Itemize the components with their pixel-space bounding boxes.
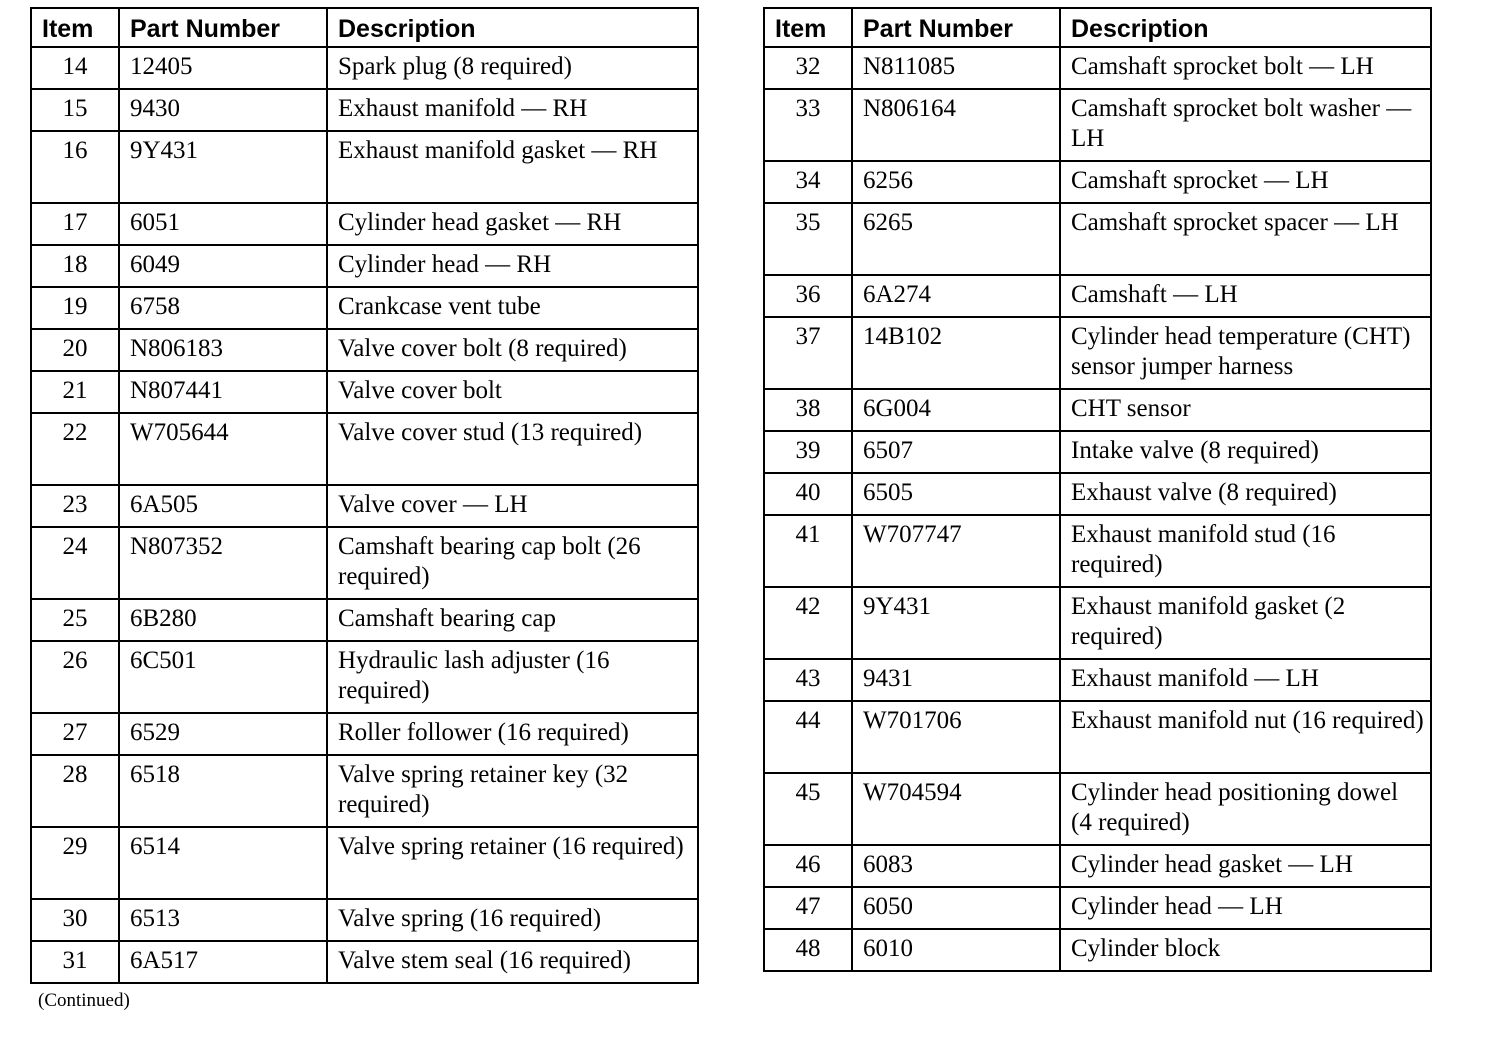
description: Valve cover bolt (8 required) xyxy=(327,329,698,371)
parts-table-left xyxy=(30,7,699,984)
description: Valve spring (16 required) xyxy=(327,899,698,941)
header-description: Description xyxy=(327,8,698,47)
item-number: 21 xyxy=(31,371,119,413)
table-row xyxy=(764,929,1431,971)
table-row xyxy=(31,131,698,203)
part-number: 6758 xyxy=(119,287,327,329)
part-number: 6049 xyxy=(119,245,327,287)
item-number: 17 xyxy=(31,203,119,245)
table-row xyxy=(31,245,698,287)
part-number: 6518 xyxy=(119,755,327,827)
table-row xyxy=(764,659,1431,701)
parts-table-right xyxy=(763,7,1432,972)
part-number: 6010 xyxy=(852,929,1060,971)
table-row xyxy=(31,527,698,599)
part-number: 6505 xyxy=(852,473,1060,515)
description: Valve cover — LH xyxy=(327,485,698,527)
item-number: 27 xyxy=(31,713,119,755)
part-number: N807352 xyxy=(119,527,327,599)
description: Camshaft sprocket bolt washer — LH xyxy=(1060,89,1431,161)
table-row xyxy=(31,899,698,941)
item-number: 16 xyxy=(31,131,119,203)
table-row xyxy=(31,47,698,89)
table-row xyxy=(764,431,1431,473)
item-number: 24 xyxy=(31,527,119,599)
item-number: 41 xyxy=(764,515,852,587)
header-item: Item xyxy=(764,8,852,47)
table-row xyxy=(764,845,1431,887)
description: Exhaust manifold gasket (2 required) xyxy=(1060,587,1431,659)
description: Exhaust manifold gasket — RH xyxy=(327,131,698,203)
table-row xyxy=(31,413,698,485)
table-row xyxy=(31,371,698,413)
description: Cylinder head — RH xyxy=(327,245,698,287)
header-part-number: Part Number xyxy=(119,8,327,47)
part-number: 6B280 xyxy=(119,599,327,641)
item-number: 47 xyxy=(764,887,852,929)
item-number: 18 xyxy=(31,245,119,287)
item-number: 45 xyxy=(764,773,852,845)
table-row xyxy=(31,287,698,329)
part-number: 6G004 xyxy=(852,389,1060,431)
description: Roller follower (16 required) xyxy=(327,713,698,755)
description: Camshaft sprocket bolt — LH xyxy=(1060,47,1431,89)
part-number: N807441 xyxy=(119,371,327,413)
header-description: Description xyxy=(1060,8,1431,47)
table-row xyxy=(764,389,1431,431)
table-row xyxy=(764,701,1431,773)
description: Spark plug (8 required) xyxy=(327,47,698,89)
part-number: 6A517 xyxy=(119,941,327,983)
item-number: 46 xyxy=(764,845,852,887)
description: Valve cover stud (13 required) xyxy=(327,413,698,485)
item-number: 40 xyxy=(764,473,852,515)
part-number: 12405 xyxy=(119,47,327,89)
part-number: W707747 xyxy=(852,515,1060,587)
table-row xyxy=(764,773,1431,845)
description: Exhaust manifold stud (16 required) xyxy=(1060,515,1431,587)
item-number: 43 xyxy=(764,659,852,701)
item-number: 28 xyxy=(31,755,119,827)
part-number: 6051 xyxy=(119,203,327,245)
description: Camshaft bearing cap xyxy=(327,599,698,641)
item-number: 26 xyxy=(31,641,119,713)
table-row xyxy=(31,329,698,371)
part-number: 6A505 xyxy=(119,485,327,527)
part-number: N806183 xyxy=(119,329,327,371)
description: Camshaft — LH xyxy=(1060,275,1431,317)
table-row xyxy=(31,203,698,245)
table-header-row xyxy=(764,8,1431,47)
part-number: 6265 xyxy=(852,203,1060,275)
description: Cylinder head gasket — RH xyxy=(327,203,698,245)
item-number: 29 xyxy=(31,827,119,899)
table-row xyxy=(764,275,1431,317)
table-row xyxy=(764,887,1431,929)
part-number: 9430 xyxy=(119,89,327,131)
item-number: 38 xyxy=(764,389,852,431)
header-item: Item xyxy=(31,8,119,47)
table-row xyxy=(31,485,698,527)
part-number: 6514 xyxy=(119,827,327,899)
description: Exhaust manifold — RH xyxy=(327,89,698,131)
part-number: W701706 xyxy=(852,701,1060,773)
description: Valve spring retainer key (32 required) xyxy=(327,755,698,827)
table-row xyxy=(764,587,1431,659)
item-number: 48 xyxy=(764,929,852,971)
table-row xyxy=(31,599,698,641)
item-number: 35 xyxy=(764,203,852,275)
description: Cylinder head temperature (CHT) sensor jumper harness xyxy=(1060,317,1431,389)
part-number: 9Y431 xyxy=(119,131,327,203)
description: Cylinder head positioning dowel (4 required) xyxy=(1060,773,1431,845)
part-number: N806164 xyxy=(852,89,1060,161)
table-row xyxy=(31,641,698,713)
description: Exhaust manifold nut (16 required) xyxy=(1060,701,1431,773)
part-number: 14B102 xyxy=(852,317,1060,389)
table-row xyxy=(31,941,698,983)
part-number: 6507 xyxy=(852,431,1060,473)
description: Exhaust valve (8 required) xyxy=(1060,473,1431,515)
table-row xyxy=(764,47,1431,89)
description: Valve stem seal (16 required) xyxy=(327,941,698,983)
item-number: 37 xyxy=(764,317,852,389)
item-number: 39 xyxy=(764,431,852,473)
description: Cylinder head gasket — LH xyxy=(1060,845,1431,887)
part-number: 9431 xyxy=(852,659,1060,701)
description: Valve spring retainer (16 required) xyxy=(327,827,698,899)
part-number: 6256 xyxy=(852,161,1060,203)
item-number: 14 xyxy=(31,47,119,89)
item-number: 44 xyxy=(764,701,852,773)
item-number: 23 xyxy=(31,485,119,527)
table-row xyxy=(31,827,698,899)
part-number: 6C501 xyxy=(119,641,327,713)
description: Cylinder block xyxy=(1060,929,1431,971)
description: Cylinder head — LH xyxy=(1060,887,1431,929)
item-number: 33 xyxy=(764,89,852,161)
description: Hydraulic lash adjuster (16 required) xyxy=(327,641,698,713)
item-number: 22 xyxy=(31,413,119,485)
part-number: 6050 xyxy=(852,887,1060,929)
part-number: 9Y431 xyxy=(852,587,1060,659)
description: Camshaft sprocket spacer — LH xyxy=(1060,203,1431,275)
description: Intake valve (8 required) xyxy=(1060,431,1431,473)
item-number: 31 xyxy=(31,941,119,983)
header-part-number: Part Number xyxy=(852,8,1060,47)
table-row xyxy=(764,473,1431,515)
part-number: N811085 xyxy=(852,47,1060,89)
table-body-right xyxy=(764,47,1431,971)
description: Camshaft bearing cap bolt (26 required) xyxy=(327,527,698,599)
item-number: 34 xyxy=(764,161,852,203)
description: Exhaust manifold — LH xyxy=(1060,659,1431,701)
item-number: 19 xyxy=(31,287,119,329)
part-number: W705644 xyxy=(119,413,327,485)
table-row xyxy=(31,89,698,131)
table-row xyxy=(764,317,1431,389)
description: CHT sensor xyxy=(1060,389,1431,431)
item-number: 42 xyxy=(764,587,852,659)
table-row xyxy=(31,713,698,755)
table-header-row xyxy=(31,8,698,47)
table-body-left xyxy=(31,47,698,983)
table-row xyxy=(764,203,1431,275)
item-number: 30 xyxy=(31,899,119,941)
table-row xyxy=(31,755,698,827)
part-number: 6083 xyxy=(852,845,1060,887)
part-number: 6A274 xyxy=(852,275,1060,317)
description: Camshaft sprocket — LH xyxy=(1060,161,1431,203)
table-row xyxy=(764,89,1431,161)
part-number: 6529 xyxy=(119,713,327,755)
description: Crankcase vent tube xyxy=(327,287,698,329)
item-number: 36 xyxy=(764,275,852,317)
item-number: 32 xyxy=(764,47,852,89)
item-number: 25 xyxy=(31,599,119,641)
item-number: 15 xyxy=(31,89,119,131)
part-number: 6513 xyxy=(119,899,327,941)
table-row xyxy=(764,161,1431,203)
continued-note: (Continued) xyxy=(38,990,130,1011)
description: Valve cover bolt xyxy=(327,371,698,413)
table-row xyxy=(764,515,1431,587)
item-number: 20 xyxy=(31,329,119,371)
part-number: W704594 xyxy=(852,773,1060,845)
